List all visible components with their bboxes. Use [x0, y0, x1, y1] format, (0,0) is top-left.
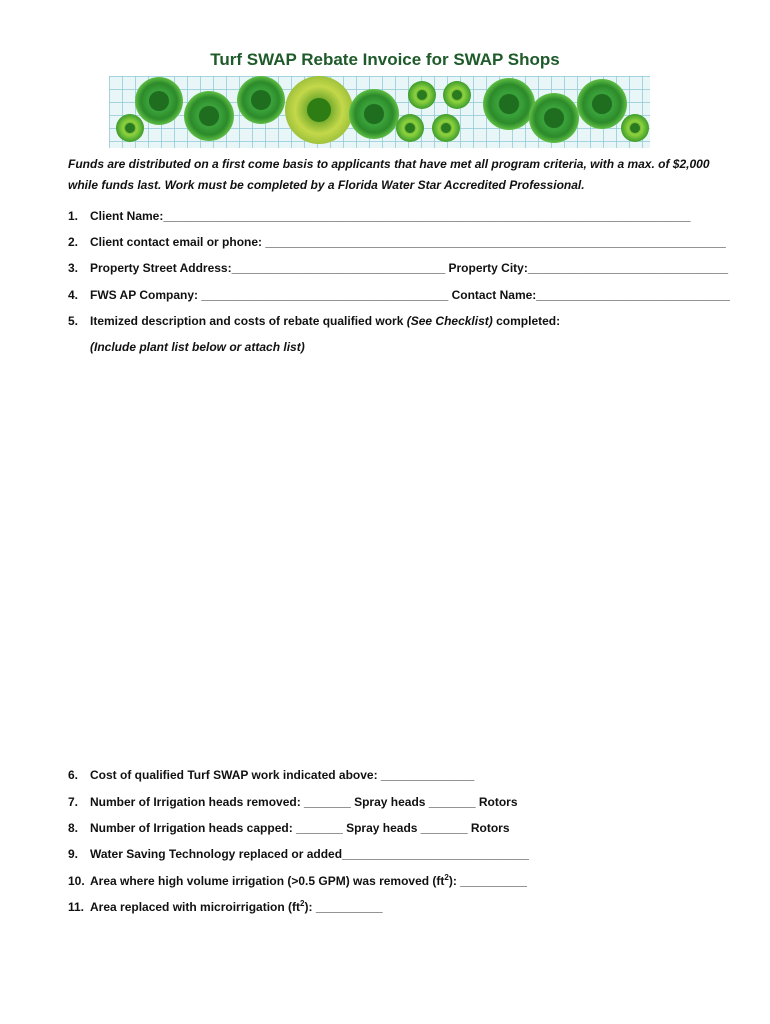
superscript: 2 [444, 873, 449, 882]
item-label-end: completed: [492, 314, 561, 328]
field-heads-capped[interactable] [68, 821, 510, 835]
item-number: 8. [68, 821, 79, 835]
item-number: 2. [68, 235, 79, 249]
flower-icon [184, 91, 234, 141]
flower-icon [135, 77, 183, 125]
small-flower-icon [396, 114, 424, 142]
field-area-removed[interactable] [68, 873, 527, 888]
item-number: 9. [68, 847, 79, 861]
field-fws-ap-company[interactable] [68, 288, 730, 302]
flower-icon [577, 79, 627, 129]
item-number: 3. [68, 261, 79, 275]
field-water-saving-tech[interactable] [68, 847, 529, 861]
item-number: 11. [68, 900, 85, 914]
superscript: 2 [300, 899, 305, 908]
item-number: 10. [68, 874, 85, 888]
field-client-name[interactable] [68, 209, 691, 223]
small-flower-icon [432, 114, 460, 142]
item-number: 6. [68, 768, 79, 782]
item-label: Client Name:_______________________________________________________________________________ [90, 209, 691, 223]
item-label: Client contact email or phone: _____________________________________________________________________ [90, 235, 726, 249]
item-label: Itemized description and costs of rebate qualified work [90, 314, 407, 328]
item-label: Area replaced with microirrigation (ft [90, 900, 301, 914]
plant-list-note: (Include plant list below or attach list) [90, 340, 305, 354]
item-number: 7. [68, 795, 79, 809]
item-label: Property Street Address:________________________________ Property City:______________________________ [90, 261, 729, 275]
item-label-end: ): __________ [304, 900, 383, 914]
item-label: Number of Irrigation heads capped: _______ Spray heads _______ Rotors [90, 821, 510, 835]
item-label: Number of Irrigation heads removed: _______ Spray heads _______ Rotors [90, 795, 518, 809]
field-property-address[interactable] [68, 261, 728, 275]
flower-icon [483, 78, 535, 130]
small-flower-icon [443, 81, 471, 109]
small-flower-icon [116, 114, 144, 142]
flower-icon [237, 76, 285, 124]
item-label: FWS AP Company: _____________________________________ Contact Name:_____________________________ [90, 288, 730, 302]
item-number: 5. [68, 314, 79, 328]
small-flower-icon [621, 114, 649, 142]
field-heads-removed[interactable] [68, 795, 518, 809]
item-label: Area where high volume irrigation (>0.5 GPM) was removed (ft [90, 874, 445, 888]
item-number: 1. [68, 209, 79, 223]
item-label-end: ): __________ [448, 874, 527, 888]
flower-banner-image [109, 76, 650, 148]
checklist-reference: (See Checklist) [406, 314, 493, 328]
intro-text: Funds are distributed on a first come basis to applicants that have met all program criteria, with a max. of $2,000 while funds last. Work must be completed by a Florida Water Star Accredited Professional. [68, 157, 710, 192]
item-label: Cost of qualified Turf SWAP work indicated above: ______________ [90, 768, 475, 782]
field-cost[interactable] [68, 768, 474, 782]
item-label: Water Saving Technology replaced or added____________________________ [90, 847, 529, 861]
flower-icon [529, 93, 579, 143]
item-itemized-description [68, 314, 560, 328]
field-area-microirrigation[interactable] [68, 899, 383, 914]
item-number: 4. [68, 288, 79, 302]
flower-icon [349, 89, 399, 139]
page-title: Turf SWAP Rebate Invoice for SWAP Shops [210, 50, 560, 69]
small-flower-icon [408, 81, 436, 109]
sunflower-icon [285, 76, 353, 144]
field-client-contact[interactable] [68, 235, 726, 249]
